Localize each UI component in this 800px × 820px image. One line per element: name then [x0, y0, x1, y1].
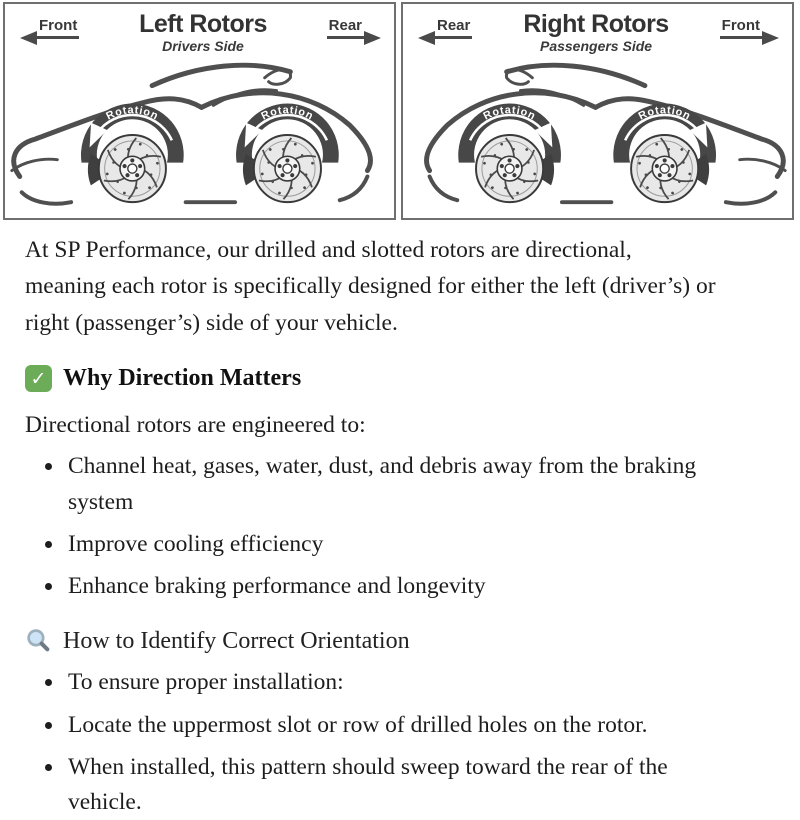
magnifying-glass-icon	[25, 628, 52, 655]
heading-text: Why Direction Matters	[63, 365, 302, 392]
rotor-direction-figure	[3, 2, 798, 220]
article-body	[0, 232, 716, 820]
check-mark-icon: ✓	[25, 365, 52, 392]
list-item: • To ensure proper installation:	[65, 665, 716, 700]
rotation-label: Rotation	[481, 104, 538, 123]
panel-title: Right Rotors	[523, 10, 669, 38]
lead-paragraph: Directional rotors are engineered to:	[25, 412, 366, 439]
panel-subtitle: Passengers Side	[539, 38, 653, 55]
benefits-list	[25, 449, 716, 604]
list-item: • Improve cooling efficiency	[65, 527, 716, 562]
front-label-text: Front	[39, 17, 78, 34]
front-direction-label	[720, 18, 762, 39]
panel-subtitle: Drivers Side	[162, 38, 244, 55]
left-car-illustration	[5, 56, 394, 216]
rear-label-text: Rear	[437, 17, 471, 34]
rear-direction-label	[327, 18, 364, 39]
left-arrow-icon	[418, 31, 435, 45]
right-panel-header	[403, 4, 792, 56]
list-item: • Locate the uppermost slot or row of drilled holes on the rotor.	[65, 708, 716, 743]
left-arrow-icon	[20, 31, 37, 45]
right-rotors-panel	[401, 2, 794, 220]
section-heading-identify-orientation	[25, 628, 716, 655]
left-panel-titleblock	[79, 11, 326, 54]
section-heading-why-direction-matters	[25, 365, 716, 392]
rotation-label: Rotation	[104, 104, 161, 123]
rotation-label: Rotation	[259, 104, 316, 123]
front-label-text: Front	[721, 17, 760, 34]
front-direction-label	[37, 18, 79, 39]
intro-paragraph: At SP Performance, our drilled and slotted rotors are directional, meaning each rotor is specifically designed for either the left (driver’s) or right (passenger’s) side of your vehicle.	[25, 237, 716, 336]
list-item: • Enhance braking performance and longevity	[65, 569, 716, 604]
list-item: • When installed, this pattern should sweep toward the rear of the vehicle.	[65, 750, 716, 820]
panel-title: Left Rotors	[139, 10, 267, 38]
left-panel-header	[5, 4, 394, 56]
rotation-label: Rotation	[636, 104, 693, 123]
right-arrow-icon	[364, 31, 381, 45]
rear-label-text: Rear	[328, 17, 362, 34]
heading-text: How to Identify Correct Orientation	[63, 628, 410, 655]
right-arrow-icon	[762, 31, 779, 45]
rear-direction-label	[435, 18, 472, 39]
orientation-list	[25, 665, 716, 820]
right-car-illustration	[403, 56, 792, 216]
left-rotors-panel	[3, 2, 396, 220]
list-item: • Channel heat, gases, water, dust, and debris away from the braking system	[65, 449, 716, 520]
right-panel-titleblock	[472, 11, 719, 54]
